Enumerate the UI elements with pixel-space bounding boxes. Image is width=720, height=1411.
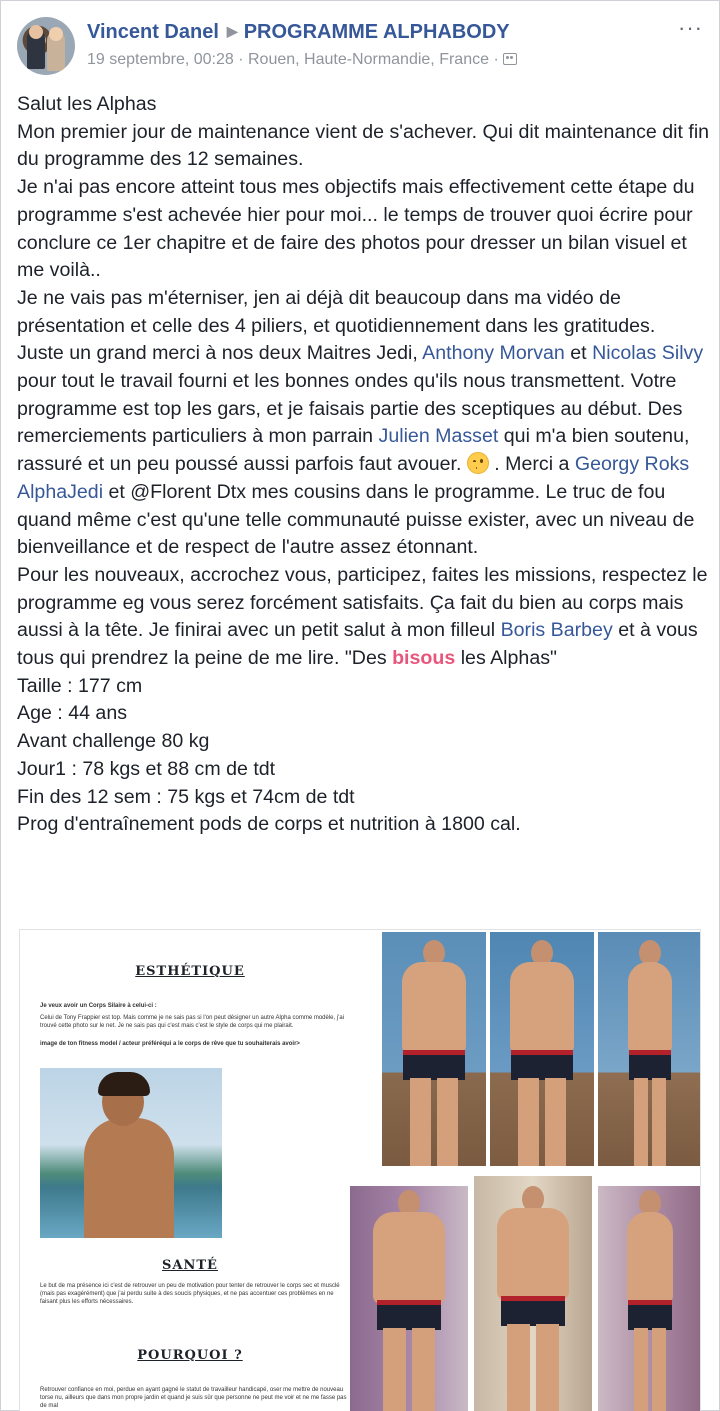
audience-group-icon[interactable] xyxy=(503,53,517,65)
mention-julien-masset[interactable]: Julien Masset xyxy=(378,425,499,448)
doc-text: Celui de Tony Frappier est top. Mais comme je ne sais pas si l'on peut désigner un autre Alpha comme modèle, j'ai trouvé cette photo sur le net. Je ne sais pas qui c'est mais c'est le style de corps qui me plairait. xyxy=(40,1015,345,1029)
text-line: Mon premier jour de maintenance vient de s'achever. Qui dit maintenance dit fin du programme des 12 semaines. xyxy=(17,120,710,171)
text-paragraph xyxy=(17,562,711,673)
text-span: pour tout le travail fourni et les bonnes ondes qu'ils nous transmettent. Votre programme est top les gars, et je faisais partie des sceptiques au début. Des remerciements particuliers à mon parrain xyxy=(17,370,683,448)
avatar[interactable] xyxy=(17,17,75,75)
post-photo[interactable] xyxy=(19,929,701,1411)
doc-text: Le but de ma présence ici c'est de retrouver un peu de motivation pour tenter de retrouver le corps sec et musclé (mais pas exagérément) que j'ai perdu suite à des soucis physiques, et ne pas accentuer ces problèmes en ne faisant plus les efforts nécessaires. xyxy=(40,1283,340,1305)
text-line: Je ne vais pas m'éterniser, jen ai déjà dit beaucoup dans ma vidéo de présentation et celle des 4 piliers, et quotidiennement dans les gratitudes. xyxy=(17,286,656,337)
stat-height: Taille : 177 cm xyxy=(17,674,143,697)
group-link[interactable]: PROGRAMME ALPHABODY xyxy=(243,21,510,43)
author-link[interactable]: Vincent Danel xyxy=(87,21,219,43)
document-image xyxy=(20,930,360,1411)
text-span: . Merci a xyxy=(488,453,575,476)
wink-emoji-icon xyxy=(467,452,489,474)
heading-esthetique: ESTHÉTIQUE xyxy=(135,964,245,979)
post-body xyxy=(17,91,711,839)
doc-text xyxy=(40,1040,350,1048)
stat-day1: Jour1 : 78 kgs et 88 cm de tdt xyxy=(17,757,276,780)
before-photo-front xyxy=(490,932,594,1166)
before-photo-back xyxy=(382,932,486,1166)
post-meta xyxy=(87,51,517,69)
doc-bold: Je veux avoir un Corps Silaire à celui-ci : xyxy=(40,1003,157,1009)
text-line: Je n'ai pas encore atteint tous mes objectifs mais effectivement cette étape du programme s'est achevée hier pour moi... le temps de trouver quoi écrire pour conclure ce 1er chapitre et de faire des photos pour dresser un bilan visuel et me voilà.. xyxy=(17,176,695,282)
mention-georgy-roks[interactable]: Georgy Roks AlphaJedi xyxy=(17,453,690,503)
heading-sante: SANTÉ xyxy=(162,1258,218,1273)
stat-end: Fin des 12 sem : 75 kgs et 74cm de tdt xyxy=(17,785,355,808)
stat-before: Avant challenge 80 kg xyxy=(17,730,210,753)
text-paragraph xyxy=(17,340,711,562)
stat-program: Prog d'entraînement pods de corps et nutrition à 1800 cal. xyxy=(17,813,521,836)
after-photo-back xyxy=(350,1186,468,1411)
stat-age: Age : 44 ans xyxy=(17,702,128,725)
text-line: Salut les Alphas xyxy=(17,93,157,115)
more-options-icon[interactable]: ··· xyxy=(678,15,703,40)
text-span: et xyxy=(564,342,593,365)
text-span: les Alphas" xyxy=(455,647,557,670)
doc-text xyxy=(40,1002,350,1010)
arrow-right-icon: ▶ xyxy=(226,23,238,39)
text-span: Juste un grand merci à nos deux Maitres Jedi, xyxy=(17,342,423,365)
heading-pourquoi: POURQUOI ? xyxy=(137,1348,243,1363)
model-photo xyxy=(40,1068,222,1238)
doc-bold: image de ton fitness model / acteur préféréqui a le corps de rêve que tu souhaiterais avoir> xyxy=(40,1041,300,1047)
mention-nicolas-silvy[interactable]: Nicolas Silvy xyxy=(592,342,704,365)
doc-text: Retrouver confiance en moi, perdue en ayant gagné le statut de travailleur handicapé, oser me mettre de nouveau torse nu, ailleurs que dans mon propre jardin et quand je suis sûr que personne ne peut me voir et ne me fasse pas de mal xyxy=(40,1387,347,1409)
text-span: et @Florent Dtx mes cousins dans le programme. Le truc de fou quand même c'est qu'une telle communauté puisse exister, avec un niveau de bienveillance et de respect de l'autre assez étonnant. xyxy=(17,480,695,559)
text-span: et à vous tous qui prendrez la peine de me lire. "Des xyxy=(17,619,698,670)
post-title xyxy=(87,21,510,44)
after-photo-front xyxy=(474,1176,592,1411)
hashtag-bisous[interactable]: bisous xyxy=(392,647,456,670)
after-photo-side xyxy=(598,1186,701,1411)
mention-anthony-morvan[interactable]: Anthony Morvan xyxy=(422,342,565,365)
before-photo-side xyxy=(598,932,701,1166)
post-header xyxy=(17,17,707,81)
mention-boris-barbey[interactable]: Boris Barbey xyxy=(500,619,613,642)
post-timestamp[interactable]: 19 septembre, 00:28 · Rouen, Haute-Normandie, France · xyxy=(87,51,499,68)
text-span: qui m'a bien soutenu, rassuré et un peu poussé aussi parfois faut avouer. xyxy=(17,425,690,476)
text-span: Pour les nouveaux, accrochez vous, participez, faites les missions, respectez le programme eg vous serez forcément satisfaits. Ça fait du bien au corps mais aussi à la tête. Je finirai avec un petit salut à mon filleul xyxy=(17,563,708,642)
